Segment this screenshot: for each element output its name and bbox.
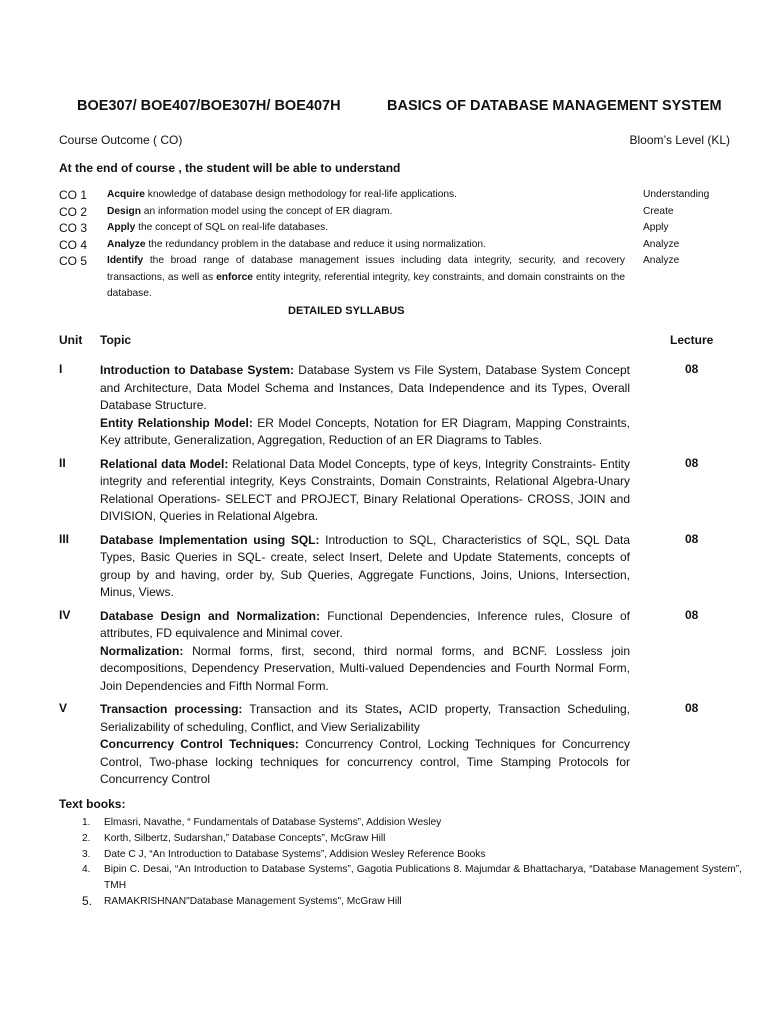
co-id: CO 4 (59, 237, 88, 252)
co-blooms-level: Understanding (643, 189, 710, 200)
co-description: Acquire knowledge of database design methodology for real-life applications. (107, 189, 457, 200)
co-blooms-level: Apply (643, 222, 669, 233)
blooms-level-heading: Bloom’s Level (KL) (629, 133, 730, 147)
course-codes: BOE307/ BOE407/BOE307H/ BOE407H (77, 98, 341, 114)
textbook-number: 5. (82, 893, 93, 908)
unit-topics: Transaction processing: Transaction and its States, ACID property, Transaction Scheduling, Serializability of scheduling, Conflict, and View Serializability Concurrency Control Techniques: Concurrency Control, Locking Techniques for Concurrency Control, Two-phase locking techniques for concurrency control, Time Stamping Protocols for Concurrency Control (100, 702, 630, 786)
course-outcome-item (59, 187, 739, 204)
syllabus-units (59, 362, 739, 795)
co-description: Analyze the redundancy problem in the database and reduce it using normalization. (107, 238, 486, 250)
unit-lecture-count: 08 (685, 701, 699, 715)
syllabus-unit (59, 362, 739, 450)
textbook-reference: Bipin C. Desai, “An Introduction to Database Systems”, Gagotia Publications 8. Majumdar & Bhattacharya, “Database Management System”, TMH (104, 864, 742, 892)
topic-column-header: Topic (100, 333, 132, 347)
syllabus-unit (59, 532, 739, 602)
course-outcome-item (59, 220, 739, 237)
unit-lecture-count: 08 (685, 531, 699, 546)
textbook-item (82, 831, 742, 847)
textbook-item (82, 815, 742, 831)
unit-number: I (59, 362, 63, 376)
course-outcome-item (59, 237, 739, 254)
co-id: CO 3 (59, 221, 88, 235)
textbook-number: 3. (82, 848, 91, 860)
textbook-item (82, 862, 742, 894)
unit-column-header: Unit (59, 333, 83, 347)
course-outcome-list (59, 187, 739, 303)
co-id: CO 5 (59, 254, 88, 268)
co-blooms-level: Create (643, 205, 674, 217)
co-id: CO 2 (59, 204, 88, 219)
unit-topics: Database Design and Normalization: Functional Dependencies, Inference rules, Closure of attributes, FD equivalence and Minimal cover. Normalization: Normal forms, first, second, third normal forms, and BCNF. Lossless join decompositions, Dependency Preservation, Multi-valued Dependencies and Fourth Normal Form, Join Dependencies and Fifth Normal Form. (100, 608, 630, 693)
unit-number: V (59, 701, 68, 715)
unit-lecture-count: 08 (685, 607, 699, 622)
textbook-item (82, 894, 742, 910)
syllabus-unit (59, 456, 739, 526)
detailed-syllabus-heading: DETAILED SYLLABUS (288, 305, 405, 317)
lecture-column-header: Lecture (670, 333, 714, 347)
unit-topics: Database Implementation using SQL: Introduction to SQL, Characteristics of SQL, SQL Data Types, Basic Queries in SQL- create, select Insert, Delete and Update Statements, concepts of group by and having, order by, Sub Queries, Aggregate Functions, Joins, Unions, Intersection, Minus, Views. (100, 532, 631, 599)
course-outcome-item (59, 204, 739, 221)
co-blooms-level: Analyze (643, 255, 680, 266)
unit-topics: Introduction to Database System: Database System vs File System, Database System Concept and Architecture, Data Model Schema and Instances, Data Independence and its Types, Overall Database Structure. Entity Relationship Model: ER Model Concepts, Notation for ER Diagram, Mapping Constraints, Key attribute, Generalization, Aggregation, Reduction of an ER Diagrams to Tables. (100, 363, 630, 447)
unit-topics: Relational data Model: Relational Data Model Concepts, type of keys, Integrity Constraints- Entity integrity and referential integrity, Keys Constraints, Domain Constraints, Relational Algebra-Unary Relational Operations- SELECT and PROJECT, Binary Relational Operations- CROSS, JOIN and DIVISION, Queries in Relational Algebra. (100, 456, 630, 523)
co-description: Design an information model using the concept of ER diagram. (107, 205, 393, 217)
textbook-reference: Korth, Silbertz, Sudarshan,” Database Concepts”, McGraw Hill (104, 832, 386, 844)
unit-number: II (59, 455, 66, 470)
textbook-reference: Date C J, “An Introduction to Database Systems”, Addision Wesley Reference Books (104, 848, 486, 860)
co-id: CO 1 (59, 188, 88, 202)
textbook-list (82, 815, 742, 910)
unit-number: III (59, 531, 70, 546)
outcome-intro: At the end of course , the student will be able to understand (59, 161, 401, 175)
co-description: Apply the concept of SQL on real-life databases. (107, 222, 329, 233)
unit-number: IV (59, 607, 71, 622)
textbook-number: 2. (82, 832, 91, 844)
co-blooms-level: Analyze (643, 238, 680, 250)
textbook-reference: RAMAKRISHNAN"Database Management Systems", McGraw Hill (104, 895, 402, 907)
textbook-number: 4. (82, 864, 91, 876)
co-description: Identify the broad range of database management issues including data integrity, security, and recovery transactions, as well as enforce entity integrity, referential integrity, key constraints, and domain constraints on the database. (107, 255, 625, 299)
course-outcome-item (59, 253, 739, 303)
syllabus-unit (59, 608, 739, 696)
syllabus-unit (59, 701, 739, 789)
course-outcome-heading: Course Outcome ( CO) (59, 133, 183, 147)
textbook-number: 1. (82, 817, 91, 828)
unit-lecture-count: 08 (685, 362, 699, 376)
textbook-item (82, 847, 742, 863)
textbooks-heading: Text books: (59, 797, 126, 811)
textbook-reference: Elmasri, Navathe, “ Fundamentals of Database Systems”, Addision Wesley (104, 817, 442, 828)
unit-lecture-count: 08 (685, 455, 699, 470)
course-title: BASICS OF DATABASE MANAGEMENT SYSTEM (387, 98, 722, 114)
